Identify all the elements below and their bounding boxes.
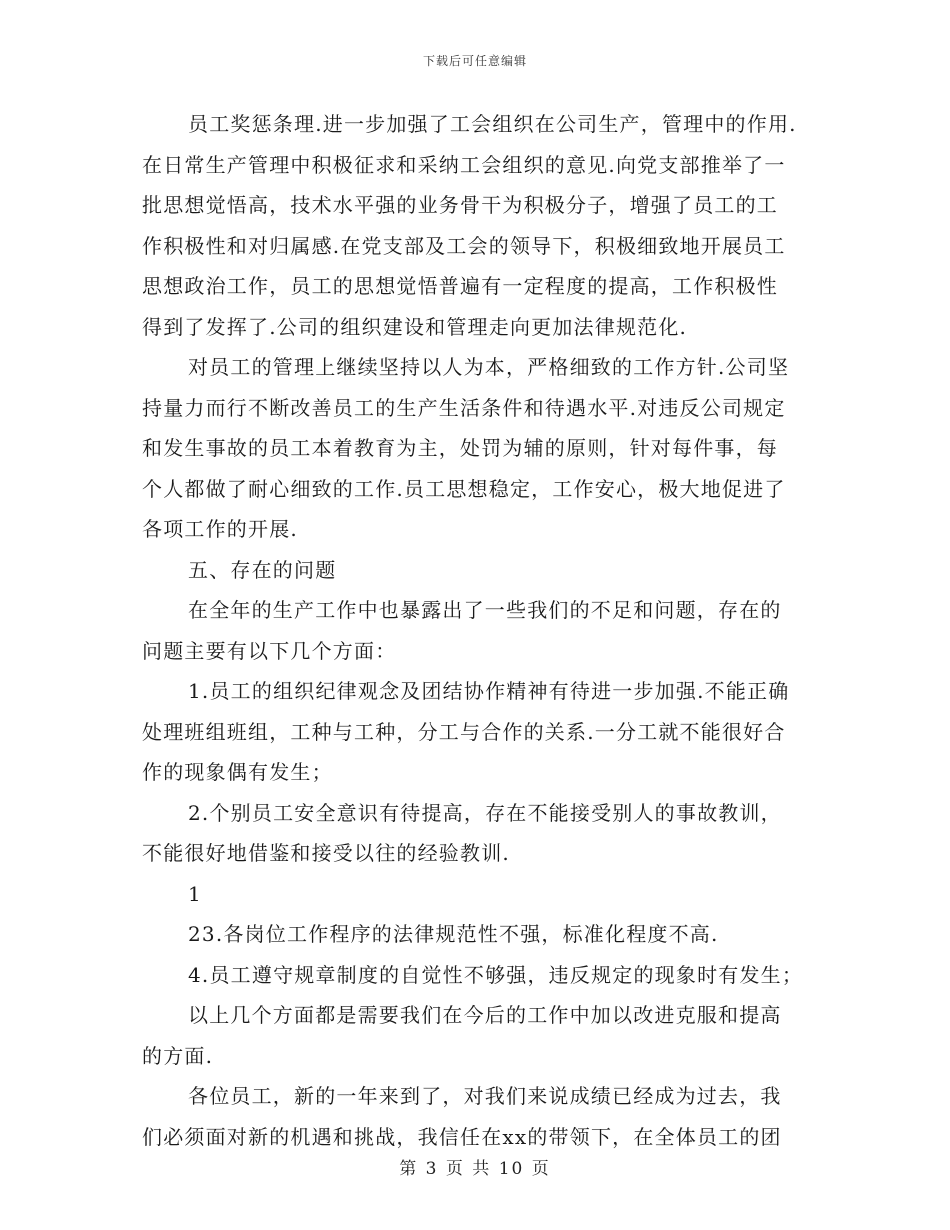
text-line: 得到了发挥了.公司的组织建设和管理走向更加法律规范化. [142, 314, 688, 339]
text-line: 23.各岗位工作程序的法律规范性不强，标准化程度不高. [188, 922, 719, 946]
text-line: 对员工的管理上继续坚持以人为本，严格细致的工作方针.公司坚 [188, 355, 790, 379]
text-line: 们必须面对新的机遇和挑战，我信任在xx的带领下，在全体员工的团 [142, 1124, 782, 1149]
text-line: 员工奖惩条理.进一步加强了工会组织在公司生产，管理中的作用. [188, 112, 797, 136]
text-line: 持量力而行不断改善员工的生产生活条件和待遇水平.对违反公司规定 [142, 395, 786, 420]
text-line: 的方面. [142, 1043, 214, 1068]
text-line: 在全年的生产工作中也暴露出了一些我们的不足和问题，存在的 [188, 598, 782, 622]
text-line: 各位员工，新的一年来到了，对我们来说成绩已经成为过去，我 [188, 1084, 782, 1108]
text-line: 1.员工的组织纪律观念及团结协作精神有待进一步加强.不能正确 [188, 679, 790, 703]
text-line: 五、存在的问题 [188, 557, 337, 582]
document-body [142, 104, 814, 1157]
text-line: 处理班组班组，工种与工种，分工与合作的关系.一分工就不能很好合 [142, 719, 786, 744]
text-line: 2.个别员工安全意识有待提高，存在不能接受别人的事故教训， [188, 800, 782, 825]
text-line: 和发生事故的员工本着教育为主，处罚为辅的原则，针对每件事，每 [142, 436, 778, 460]
text-line: 思想政治工作，员工的思想觉悟普遍有一定程度的提高，工作积极性 [142, 274, 778, 298]
text-line: 各项工作的开展. [142, 517, 298, 541]
page-footer: 第 3 页 共 10 页 [399, 1159, 551, 1179]
text-line: 1 [188, 881, 202, 906]
text-line: 以上几个方面都是需要我们在今后的工作中加以改进克服和提高 [188, 1003, 782, 1027]
text-line: 批思想觉悟高，技术水平强的业务骨干为积极分子，增强了员工的工 [142, 193, 778, 217]
text-line: 4.员工遵守规章制度的自觉性不够强，违反规定的现象时有发生； [188, 962, 804, 987]
header-note: 下载后可任意编辑 [422, 54, 527, 68]
text-line: 问题主要有以下几个方面： [142, 638, 397, 663]
text-line: 作的现象偶有发生； [142, 760, 333, 784]
text-line: 作积极性和对归属感.在党支部及工会的领导下，积极细致地开展员工 [142, 233, 786, 258]
text-line: 个人都做了耐心细致的工作.员工思想稳定，工作安心，极大地促进了 [142, 476, 786, 501]
text-line: 不能很好地借鉴和接受以往的经验教训. [142, 841, 510, 865]
text-line: 在日常生产管理中积极征求和采纳工会组织的意见.向党支部推举了一 [142, 152, 786, 177]
